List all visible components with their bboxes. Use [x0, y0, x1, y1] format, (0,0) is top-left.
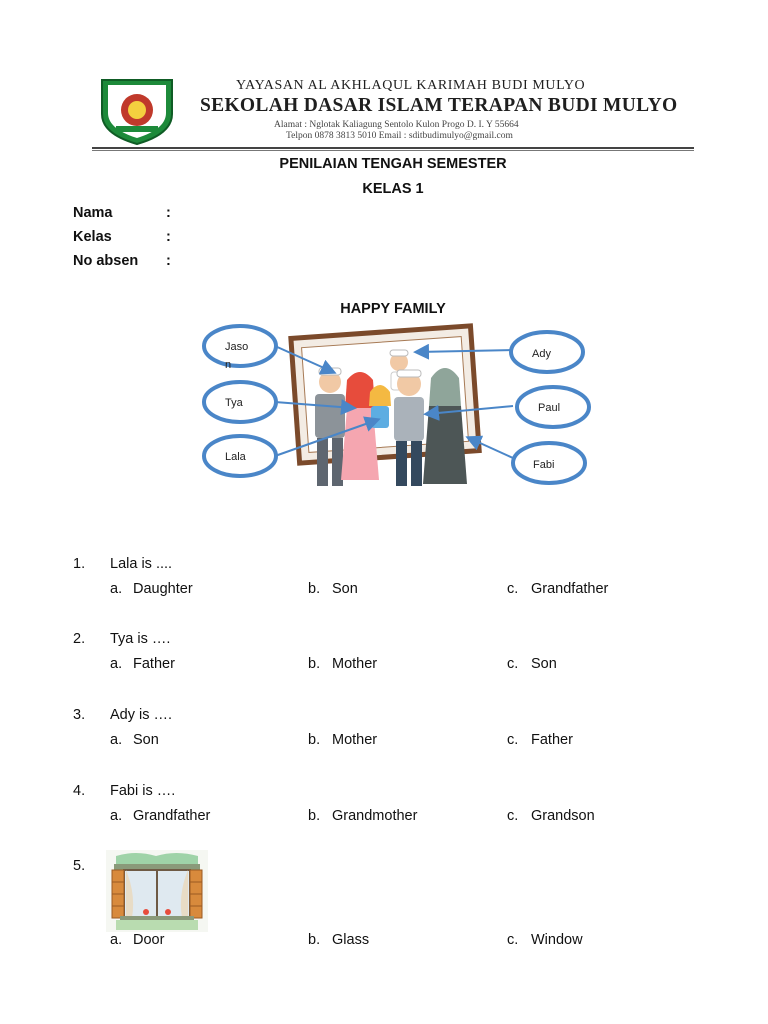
question-2-option-a-letter: a.	[110, 656, 123, 672]
picture-title: HAPPY FAMILY	[340, 301, 446, 317]
question-5-number: 5.	[73, 858, 86, 874]
question-3-option-a-letter: a.	[110, 732, 123, 748]
question-4-option-c: Grandson	[531, 808, 595, 824]
letterhead-divider	[92, 147, 694, 149]
name-colon: :	[166, 205, 171, 221]
question-3-option-b: Mother	[332, 732, 378, 748]
label-tya	[204, 382, 276, 422]
foundation-name: YAYASAN AL AKHLAQUL KARIMAH BUDI MULYO	[236, 78, 586, 93]
question-2-option-b: Mother	[332, 656, 378, 672]
question-3-option-b-letter: b.	[308, 732, 321, 748]
question-4-option-a: Grandfather	[133, 808, 211, 824]
question-1-text: Lala is ....	[110, 556, 173, 572]
class-title: KELAS 1	[362, 181, 424, 197]
svg-text:Fabi: Fabi	[533, 459, 555, 471]
question-4-number: 4.	[73, 783, 86, 799]
school-crest-icon	[96, 76, 178, 146]
question-4-option-b: Grandmother	[332, 808, 418, 824]
question-2-option-b-letter: b.	[308, 656, 321, 672]
svg-text:Jaso: Jaso	[225, 341, 249, 353]
question-4-option-b-letter: b.	[308, 808, 321, 824]
question-5-option-c: Window	[531, 932, 583, 948]
school-address: Alamat : Nglotak Kaliagung Sentolo Kulon Progo D. I. Y 55664	[274, 120, 519, 130]
class-label: Kelas	[73, 229, 112, 245]
question-4-option-c-letter: c.	[507, 808, 519, 824]
question-1-option-b: Son	[332, 581, 358, 597]
question-4-option-a-letter: a.	[110, 808, 123, 824]
question-5-option-a: Door	[133, 932, 165, 948]
question-2-text: Tya is ….	[110, 631, 171, 647]
svg-text:Tya: Tya	[225, 397, 243, 409]
question-1-option-b-letter: b.	[308, 581, 321, 597]
question-1-option-c-letter: c.	[507, 581, 519, 597]
question-1-option-a: Daughter	[133, 581, 193, 597]
question-4-text: Fabi is ….	[110, 783, 176, 799]
question-5-option-c-letter: c.	[507, 932, 519, 948]
window-picture	[106, 850, 208, 932]
svg-text:Ady: Ady	[532, 348, 551, 360]
question-3-option-c-letter: c.	[507, 732, 519, 748]
question-3-option-c: Father	[531, 732, 573, 748]
label-jason	[204, 326, 276, 371]
exam-title: PENILAIAN TENGAH SEMESTER	[279, 156, 507, 172]
question-3-number: 3.	[73, 707, 86, 723]
question-5-option-a-letter: a.	[110, 932, 123, 948]
question-5-option-b-letter: b.	[308, 932, 321, 948]
family-illustration	[195, 320, 595, 510]
svg-text:Lala: Lala	[225, 451, 246, 463]
label-ady	[511, 332, 583, 372]
question-2-option-a: Father	[133, 656, 175, 672]
question-1-number: 1.	[73, 556, 86, 572]
name-label: Nama	[73, 205, 113, 221]
question-2-option-c: Son	[531, 656, 557, 672]
question-3-option-a: Son	[133, 732, 159, 748]
class-colon: :	[166, 229, 171, 245]
question-2-option-c-letter: c.	[507, 656, 519, 672]
letterhead-divider-thin	[92, 150, 694, 151]
question-3-text: Ady is ….	[110, 707, 173, 723]
label-fabi	[513, 443, 585, 483]
question-2-number: 2.	[73, 631, 86, 647]
question-1-option-c: Grandfather	[531, 581, 609, 597]
question-5-option-b: Glass	[332, 932, 370, 948]
absence-number-colon: :	[166, 253, 171, 269]
question-1-option-a-letter: a.	[110, 581, 123, 597]
svg-text:Paul: Paul	[538, 402, 561, 414]
svg-text:n: n	[225, 359, 232, 371]
label-lala	[204, 436, 276, 476]
label-paul	[517, 387, 589, 427]
absence-number-label: No absen	[73, 253, 139, 269]
school-name: SEKOLAH DASAR ISLAM TERAPAN BUDI MULYO	[200, 95, 678, 116]
school-contact: Telpon 0878 3813 5010 Email : sditbudimulyo@gmail.com	[286, 131, 513, 141]
